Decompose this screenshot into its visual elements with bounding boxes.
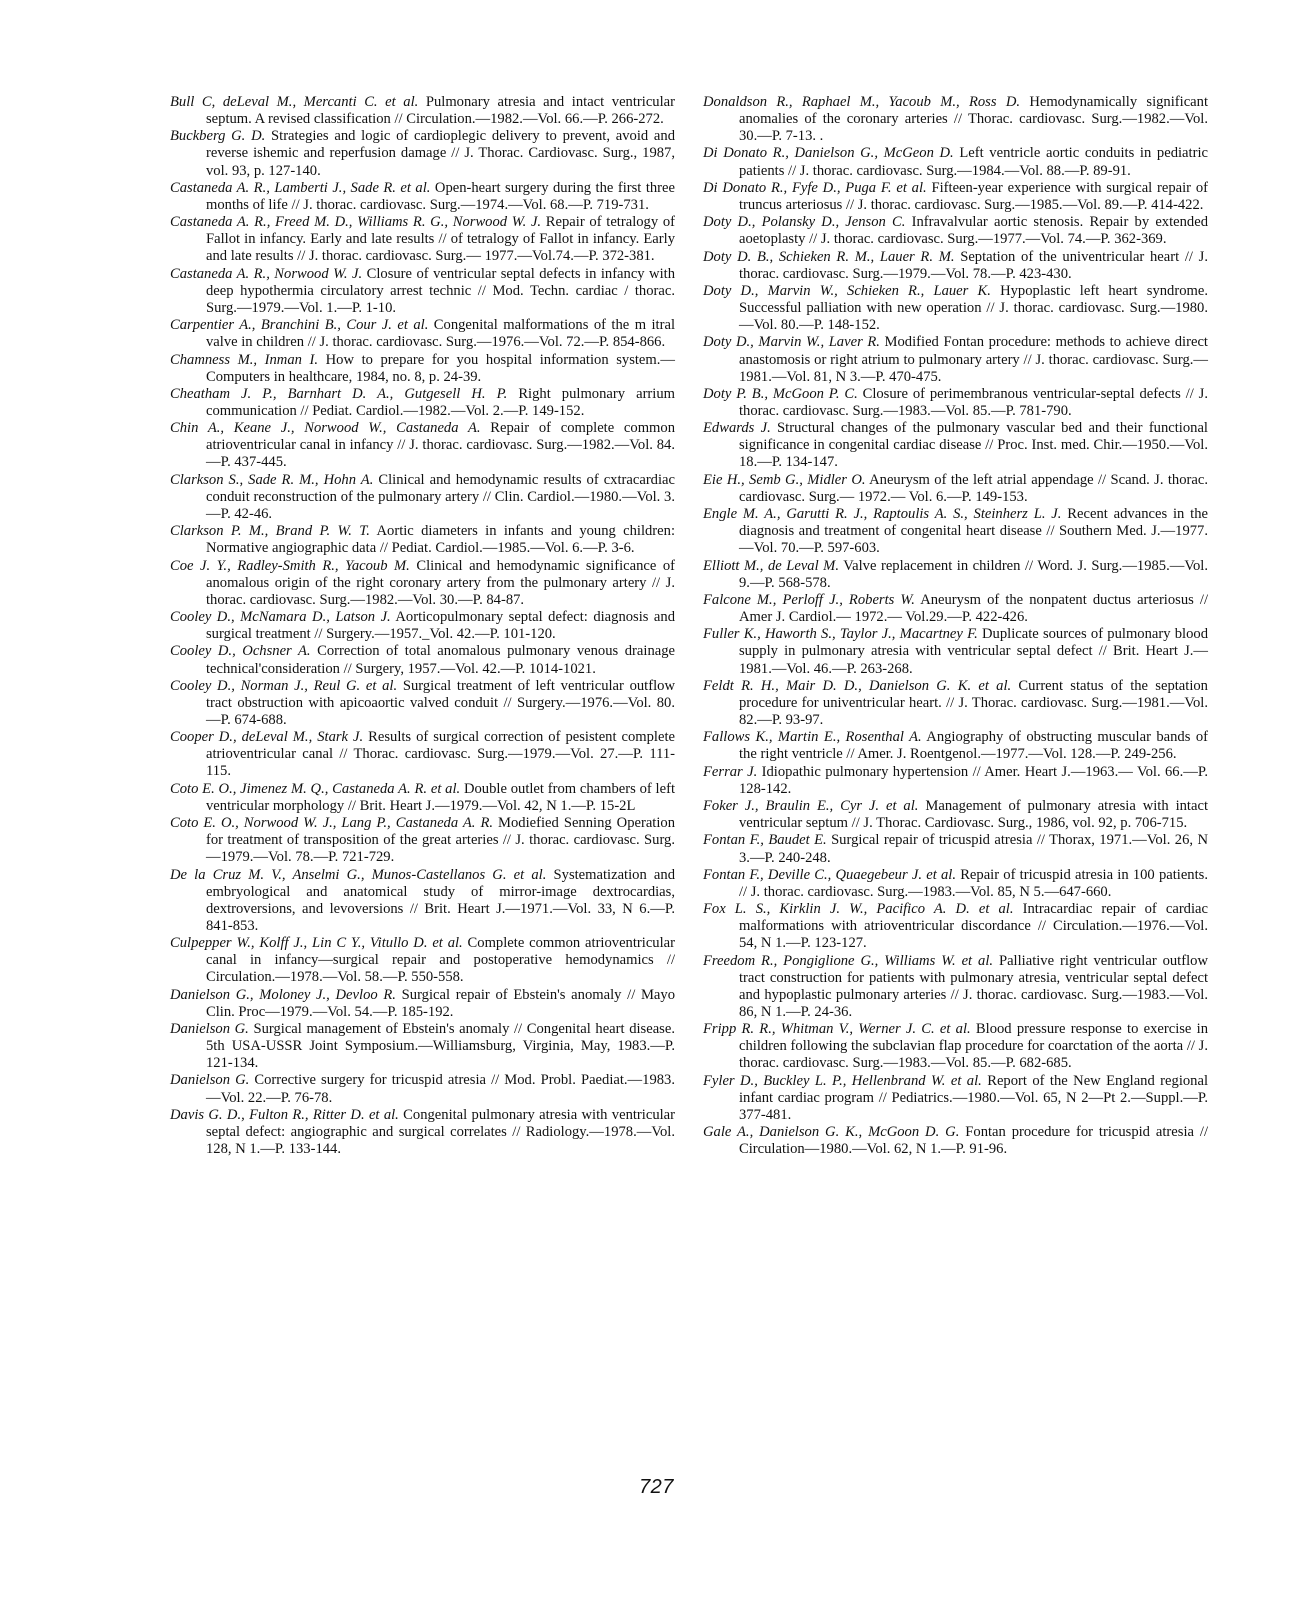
reference-text: Right pulmonary arrium communication // Pediat. Cardiol.—1982.—Vol. 2.—P. 149-152. (206, 385, 675, 419)
reference-authors: Feldt R. H., Mair D. D., Danielson G. K. et al. (703, 677, 1012, 694)
reference-text: Repair of tricuspid atresia in 100 patients. // J. thorac. cardiovasc. Surg.—1983.—Vol. 85, N 5.—647-660. (739, 866, 1208, 900)
reference-text: Palliative right ventricular outflow tract construction for patients with pulmonary atresia, ventricular septal defect and hypoplastic pulmonary arteries // J. thorac. cardiovasc. Surg.—1983.—Vol. 86, N 1.—P. 24-36. (739, 952, 1208, 1020)
reference-entry (703, 506, 1208, 557)
reference-authors: Clarkson P. M., Brand P. W. T. (170, 523, 370, 540)
reference-text: Closure of perimembranous ventricular-septal defects // J. thorac. cardiovasc. Surg.—1983.—Vol. 85.—P. 781-790. (739, 385, 1208, 419)
reference-entry (170, 729, 675, 780)
reference-column-right (703, 94, 1208, 1159)
reference-authors: Coto E. O., Jimenez M. Q., Castaneda A. R. et al. (170, 780, 461, 797)
reference-text: Open-heart surgery during the first three months of life // J. thorac. cardiovasc. Surg.—1974.—Vol. 68.—P. 719-731. (206, 179, 675, 213)
reference-authors: Doty P. B., McGoon P. C. (703, 385, 858, 402)
reference-entry (703, 283, 1208, 334)
reference-authors: Cooley D., Ochsner A. (170, 643, 311, 660)
reference-authors: Cooper D., deLeval M., Stark J. (170, 729, 364, 746)
reference-text: Closure of ventricular septal defects in infancy with deep hypothermia circulatory arrest technic // Mod. Techn. cardiac / thorac. Surg.—1979.—Vol. 1.—P. 1-10. (206, 265, 675, 316)
reference-entry (170, 94, 675, 128)
reference-authors: Edwards J. (703, 420, 771, 437)
reference-entry (703, 592, 1208, 626)
reference-entry (170, 1107, 675, 1158)
reference-entry (703, 678, 1208, 729)
reference-text: Surgical repair of Ebstein's anomaly // Mayo Clin. Proc—1979.—Vol. 54.—P. 185-192. (206, 986, 676, 1020)
reference-text: Repair of complete common atrioventricular canal in infancy // J. thorac. cardiovasc. Surg.—1982.—Vol. 84.—P. 437-445. (206, 420, 675, 471)
reference-text: Recent advances in the diagnosis and treatment of congenital heart disease // Southern Med. J.—1977.—Vol. 70.—P. 597-603. (739, 506, 1209, 557)
reference-text: Results of surgical correction of pesistent complete atrioventricular canal // Thorac. cardiovasc. Surg.—1979.—Vol. 27.—P. 111-115. (206, 729, 675, 780)
reference-entry (703, 558, 1208, 592)
reference-text: Septation of the univentricular heart // J. thorac. cardiovasc. Surg.—1979.—Vol. 78.—P. 423-430. (739, 248, 1208, 282)
reference-entry (703, 1021, 1208, 1072)
reference-authors: Castaneda A. R., Freed M. D., Williams R. G., Norwood W. J. (170, 214, 542, 231)
reference-text: Structural changes of the pulmonary vascular bed and their functional significance in congenital cardiac disease // Proc. Inst. med. Chir.—1950.—Vol. 18.—P. 134-147. (739, 420, 1208, 471)
reference-authors: Danielson G. (170, 1021, 249, 1037)
reference-authors: Cooley D., McNamara D., Latson J. (170, 609, 391, 626)
reference-text: Hemodynamically significant anomalies of the coronary arteries // Thorac. cardiovasc. Surg.—1982.—Vol. 30.—P. 7-13. . (739, 94, 1209, 145)
reference-text: Pulmonary atresia and intact ventricular septum. A revised classification // Circulation.—1982.—Vol. 66.—P. 266-272. (206, 94, 675, 128)
reference-entry (703, 901, 1208, 952)
reference-authors: Carpentier A., Branchini B., Cour J. et al. (170, 317, 429, 334)
reference-text: Intracardiac repair of cardiac malformations with atrioventricular discordance // Circulation.—1976.—Vol. 54, N 1.—P. 123-127. (739, 901, 1208, 952)
reference-text: Surgical treatment of left ventricular outflow tract obstruction with apicoaortic valved conduit // Surgery.—1976.—Vol. 80.—P. 674-688. (206, 677, 675, 728)
reference-authors: Freedom R., Pongiglione G., Williams W. et al. (703, 952, 994, 969)
reference-entry (703, 729, 1208, 763)
reference-authors: Fyler D., Buckley L. P., Hellenbrand W. et al. (703, 1072, 982, 1089)
reference-text: Repair of tetralogy of Fallot in infancy. Early and late results // of tetralogy of Fallot in infancy. Early and late results // J. thorac. cardiovasc. Surg.— 1977.—Vol.74.—P. 372-381. (206, 214, 675, 265)
reference-authors: Fallows K., Martin E., Rosenthal A. (703, 729, 922, 746)
reference-authors: Danielson G., Moloney J., Devloo R. (170, 986, 396, 1003)
reference-authors: Doty D., Marvin W., Schieken R., Lauer K. (703, 282, 991, 299)
reference-text: Duplicate sources of pulmonary blood supply in pulmonary atresia with ventricular septal defect // Brit. Heart J.—1981.—Vol. 46.—P. 263-268. (739, 626, 1208, 677)
reference-authors: Fox L. S., Kirklin J. W., Pacifico A. D. et al. (703, 901, 1014, 918)
reference-authors: Eie H., Semb G., Midler O. (703, 471, 866, 488)
reference-text: Report of the New England regional infant cardiac program // Pediatrics.—1980.—Vol. 65, N 2—Pt 2.—Suppl.—P. 377-481. (739, 1072, 1208, 1123)
reference-entry (703, 1073, 1208, 1124)
reference-entry (703, 1124, 1208, 1158)
reference-text: Fontan procedure for tricuspid atresia // Circulation—1980.—Vol. 62, N 1.—P. 91-96. (739, 1124, 1208, 1158)
reference-entry (170, 352, 675, 386)
reference-entry (703, 334, 1208, 385)
reference-text: Complete common atrioventricular canal in infancy—surgical repair and postoperative hemodynamics // Circulation.—1978.—Vol. 58.—P. 550-558. (206, 935, 675, 986)
reference-text: Hypoplastic left heart syndrome. Successful palliation with new operation // J. thorac. cardiovasc. Surg.—1980.—Vol. 80.—P. 148-152. (739, 282, 1208, 334)
reference-entry (170, 128, 675, 179)
reference-entry (703, 386, 1208, 420)
reference-authors: Elliott M., de Leval M. (703, 557, 839, 574)
reference-entry (170, 1072, 675, 1106)
reference-entry (703, 420, 1208, 471)
page-number: 727 (639, 1476, 674, 1498)
reference-authors: Castaneda A. R., Lamberti J., Sade R. et al. (170, 179, 431, 196)
reference-text: Fifteen-year experience with surgical repair of truncus arteriosus // J. thorac. cardiovasc. Surg.—1985.—Vol. 89.—P. 414-422. (739, 179, 1208, 213)
reference-authors: Chin A., Keane J., Norwood W., Castaneda A. (170, 420, 481, 437)
reference-entry (170, 678, 675, 729)
reference-text: Management of pulmonary atresia with intact ventricular septum // J. Thorac. Cardiovasc. Surg., 1986, vol. 92, p. 706-715. (739, 798, 1208, 832)
reference-entry (703, 764, 1208, 798)
reference-entry (703, 180, 1208, 214)
reference-text: Clinical and hemodynamic results of cxtracardiac conduit reconstruction of the pulmonary artery // Clin. Cardiol.—1980.—Vol. 3.—P. 42-46. (206, 471, 675, 522)
reference-entry (170, 523, 675, 557)
reference-authors: Cheatham J. P., Barnhart D. A., Gutgesell H. P. (170, 385, 508, 402)
reference-authors: De la Cruz M. V., Anselmi G., Munos-Castellanos G. et al. (170, 866, 547, 883)
reference-text: Systematization and embryological and anatomical study of mirror-image dextrocardias, dextroversions, and levoversions // Brit. Heart J.—1971.—Vol. 33, N 6.—P. 841-853. (206, 866, 675, 934)
reference-text: How to prepare for you hospital information system.—Computers in healthcare, 1984, no. 8, p. 24-39. (206, 351, 675, 385)
reference-authors: Bull C, deLeval M., Mercanti C. et al. (170, 94, 419, 110)
reference-authors: Doty D. B., Schieken R. M., Lauer R. M. (703, 248, 955, 265)
reference-authors: Foker J., Braulin E., Cyr J. et al. (703, 798, 919, 815)
reference-entry (170, 317, 675, 351)
reference-authors: Fontan F., Baudet E. (703, 832, 827, 849)
reference-entry (170, 1021, 675, 1072)
reference-entry (703, 832, 1208, 866)
reference-text: Aortic diameters in infants and young children: Normative angiographic data // Pediat. Cardiol.—1985.—Vol. 6.—P. 3-6. (206, 523, 676, 557)
reference-entry (703, 94, 1208, 145)
reference-entry (170, 781, 675, 815)
reference-entry (170, 815, 675, 866)
reference-entry (170, 558, 675, 609)
reference-entry (703, 249, 1208, 283)
reference-authors: Cooley D., Norman J., Reul G. et al. (170, 677, 398, 694)
reference-text: Modiefied Senning Operation for treatment of transposition of the great arteries // J. thorac. cardiovasc. Surg.—1979.—Vol. 78.—P. 721-729. (206, 815, 676, 866)
reference-authors: Donaldson R., Raphael M., Yacoub M., Ross D. (703, 94, 1021, 110)
reference-authors: Chamness M., Inman I. (170, 351, 319, 368)
reference-authors: Clarkson S., Sade R. M., Hohn A. (170, 471, 374, 488)
reference-text: Left ventricle aortic conduits in pediatric patients // J. thorac. cardiovasc. Surg.—1984.—Vol. 88.—P. 89-91. (739, 145, 1208, 179)
reference-text: Congenital malformations of the m itral valve in children // J. thorac. cardiovasc. Surg.—1976.—Vol. 72.—P. 854-866. (206, 317, 676, 351)
reference-authors: Doty D., Marvin W., Laver R. (703, 334, 880, 351)
reference-authors: Fripp R. R., Whitman V., Werner J. C. et al. (703, 1021, 971, 1038)
reference-entry (703, 867, 1208, 901)
reference-authors: Fontan F., Deville C., Quaegebeur J. et al. (703, 866, 956, 883)
reference-text: Clinical and hemodynamic significance of anomalous origin of the right coronary artery from the pulmonary artery // J. thorac. cardiovasc. Surg.—1982.—Vol. 30.—P. 84-87. (206, 557, 675, 608)
reference-entry (703, 214, 1208, 248)
reference-text: Double outlet from chambers of left ventricular morphology // Brit. Heart J.—1979.—Vol. 42, N 1.—P. 15-2L (206, 780, 676, 814)
reference-authors: Di Donato R., Fyfe D., Puga F. et al. (703, 179, 927, 196)
reference-authors: Davis G. D., Fulton R., Ritter D. et al. (170, 1106, 399, 1123)
reference-authors: Danielson G. (170, 1072, 250, 1089)
reference-entry (703, 472, 1208, 506)
reference-authors: Engle M. A., Garutti R. J., Raptoulis A. S., Steinherz L. J. (703, 506, 1062, 523)
reference-text: Surgical repair of tricuspid atresia // Thorax, 1971.—Vol. 26, N 3.—P. 240-248. (739, 832, 1208, 866)
reference-entry (170, 609, 675, 643)
reference-entry (170, 867, 675, 935)
reference-authors: Culpepper W., Kolff J., Lin C Y., Vitullo D. et al. (170, 935, 463, 952)
reference-entry (170, 935, 675, 986)
reference-entry (170, 266, 675, 317)
reference-entry (703, 145, 1208, 179)
reference-text: Modified Fontan procedure: methods to achieve direct anastomosis or right atrium to pulmonary artery // J. thorac. cardiovasc. Surg.—1981.—Vol. 81, N 3.—P. 470-475. (739, 334, 1208, 385)
reference-authors: Falcone M., Perloff J., Roberts W. (703, 591, 915, 608)
reference-text: Current status of the septation procedure for univentricular heart. // J. Thorac. cardiovasc. Surg.—1981.—Vol. 82.—P. 93-97. (739, 677, 1208, 728)
reference-entry (703, 626, 1208, 677)
reference-text: Aneurysm of the left atrial appendage // Scand. J. thorac. cardiovasc. Surg.— 1972.— Vol. 6.—P. 149-153. (739, 471, 1208, 505)
reference-text: Congenital pulmonary atresia with ventricular septal defect: angiographic and surgical correlates // Radiology.—1978.—Vol. 128, N 1.—P. 133-144. (206, 1106, 676, 1158)
reference-text: Idiopathic pulmonary hypertension // Amer. Heart J.—1963.— Vol. 66.—P. 128-142. (739, 763, 1208, 797)
reference-authors: Ferrar J. (703, 763, 758, 780)
reference-text: Infravalvular aortic stenosis. Repair by extended aoetoplasty // J. thorac. cardiovasc. Surg.—1977.—Vol. 74.—P. 362-369. (739, 214, 1208, 248)
reference-text: Angiography of obstructing muscular bands of the right ventricle // Amer. J. Roentgenol.—1977.—Vol. 128.—P. 249-256. (739, 729, 1208, 763)
reference-entry (170, 420, 675, 471)
reference-entry (703, 798, 1208, 832)
reference-entry (170, 214, 675, 265)
reference-entry (170, 987, 675, 1021)
reference-authors: Coto E. O., Norwood W. J., Lang P., Castaneda A. R. (170, 815, 494, 832)
reference-entry (703, 953, 1208, 1021)
reference-authors: Di Donato R., Danielson G., McGeon D. (703, 145, 954, 162)
reference-entry (170, 643, 675, 677)
reference-authors: Gale A., Danielson G. K., McGoon D. G. (703, 1124, 960, 1141)
reference-authors: Buckberg G. D. (170, 128, 266, 145)
reference-text: Blood pressure response to exercise in children following the subclavian flap procedure for coarctation of the aorta // J. thorac. cardiovasc. Surg.—1983.—Vol. 85.—P. 682-685. (739, 1021, 1208, 1072)
reference-authors: Castaneda A. R., Norwood W. J. (170, 265, 363, 282)
reference-entry (170, 180, 675, 214)
reference-text: Aneurysm of the nonpatent ductus arteriosus // Amer J. Cardiol.— 1972.— Vol.29.—P. 422-426. (739, 591, 1209, 626)
reference-authors: Fuller K., Haworth S., Taylor J., Macartney F. (703, 626, 978, 643)
reference-text: Corrective surgery for tricuspid atresia // Mod. Probl. Paediat.—1983.—Vol. 22.—P. 76-78. (206, 1072, 675, 1106)
reference-authors: Coe J. Y., Radley-Smith R., Yacoub M. (170, 557, 410, 574)
reference-text: Strategies and logic of cardioplegic delivery to prevent, avoid and reverse ishemic and reperfusion damage // J. Thorac. Cardiovasc. Surg., 1987, vol. 93, p. 127-140. (206, 128, 675, 179)
reference-entry (170, 472, 675, 523)
reference-text: Surgical management of Ebstein's anomaly // Congenital heart disease. 5th USA-USSR Joint Symposium.—Williamsburg, Virginia, May, 1983.—P. 121-134. (206, 1021, 675, 1072)
reference-text: Correction of total anomalous pulmonary venous drainage technical'consideration // Surgery, 1957.—Vol. 42.—P. 1014-1021. (206, 643, 675, 677)
reference-entry (170, 386, 675, 420)
reference-authors: Doty D., Polansky D., Jenson C. (703, 214, 906, 231)
reference-text: Valve replacement in children // Word. J. Surg.—1985.—Vol. 9.—P. 568-578. (739, 557, 1208, 591)
reference-column-left (170, 94, 675, 1158)
reference-text: Aorticopulmonary septal defect: diagnosis and surgical treatment // Surgery.—1957._Vol. 42.—P. 101-120. (206, 609, 675, 643)
